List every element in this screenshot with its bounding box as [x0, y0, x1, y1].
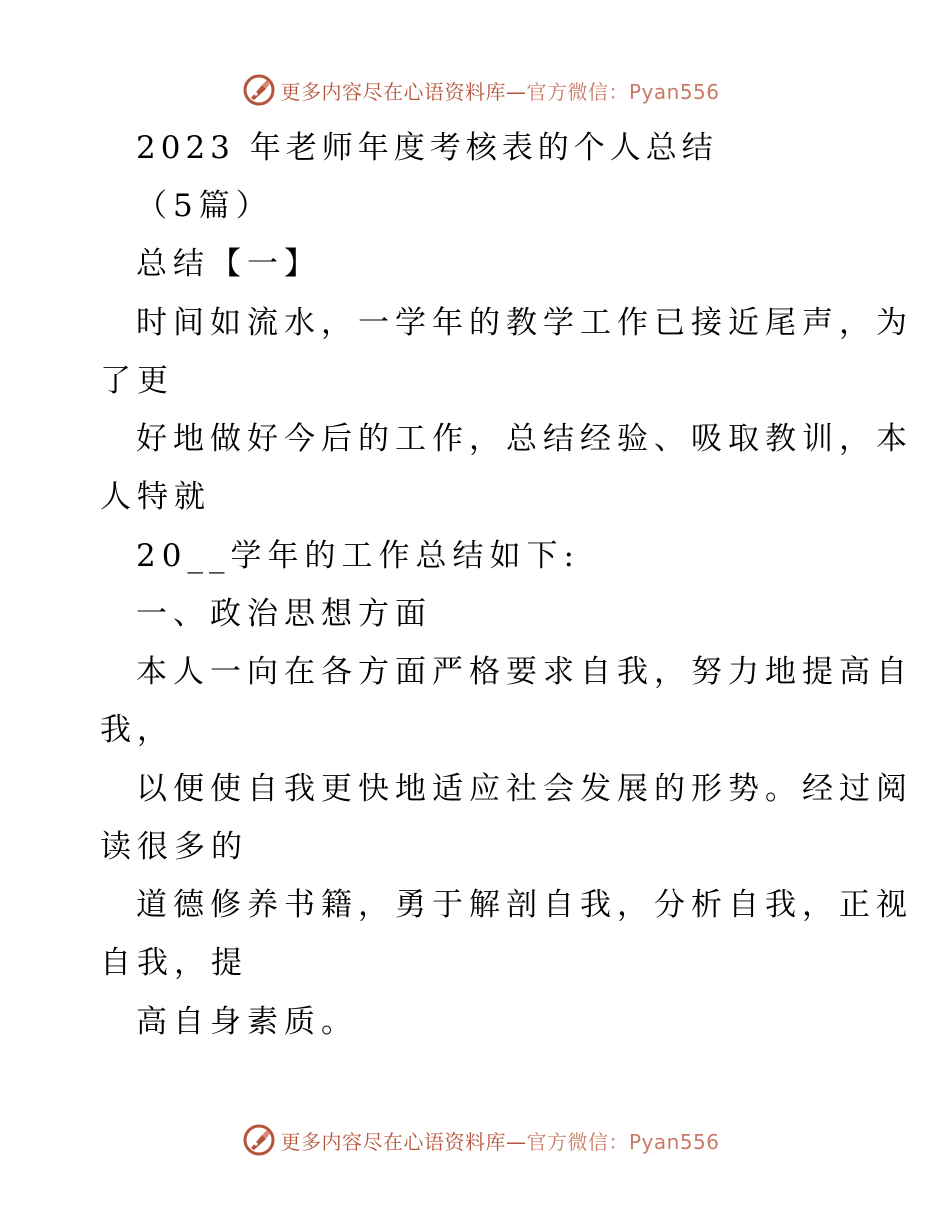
paragraph-line: 20__学年的工作总结如下:	[136, 538, 580, 574]
section-heading: 总结【一】	[136, 246, 321, 282]
banner-wechat-label: 官方微信：	[526, 79, 629, 104]
banner-main-text: 更多内容尽在心语资料库—	[280, 79, 527, 104]
paragraph-line: 以便使自我更快地适应社会发展的形势。经过阅	[136, 771, 913, 807]
document-title: 2023 年老师年度考核表的个人总结	[136, 130, 718, 166]
paragraph-line: 人特就	[100, 479, 211, 515]
banner-content	[242, 1123, 719, 1157]
footer-banner	[0, 1120, 950, 1160]
banner-wechat-label: 官方微信：	[526, 1129, 629, 1154]
paragraph-line: 了更	[100, 363, 174, 399]
paragraph-line: 读很多的	[100, 829, 248, 865]
paragraph-line: 本人一向在各方面严格要求自我，努力地提高自	[136, 654, 913, 690]
banner-wechat-id: Pyan556	[628, 79, 720, 104]
pen-nib-logo-icon	[242, 1123, 276, 1157]
paragraph-line: 时间如流水，一学年的教学工作已接近尾声，为	[136, 305, 913, 341]
paragraph-line: 高自身素质。	[136, 1004, 358, 1040]
paragraph-line: 我，	[100, 712, 174, 748]
banner-main-text: 更多内容尽在心语资料库—	[280, 1129, 527, 1154]
banner-text	[280, 1126, 719, 1155]
paragraph-line: 道德修养书籍，勇于解剖自我，分析自我，正视	[136, 887, 913, 923]
paragraph-line: 好地做好今后的工作，总结经验、吸取教训，本	[136, 421, 913, 457]
document-subtitle: （5篇）	[136, 188, 273, 224]
banner-wechat-id: Pyan556	[628, 1129, 720, 1154]
subsection-heading: 一、政治思想方面	[136, 596, 432, 632]
paragraph-line: 自我，提	[100, 945, 248, 981]
